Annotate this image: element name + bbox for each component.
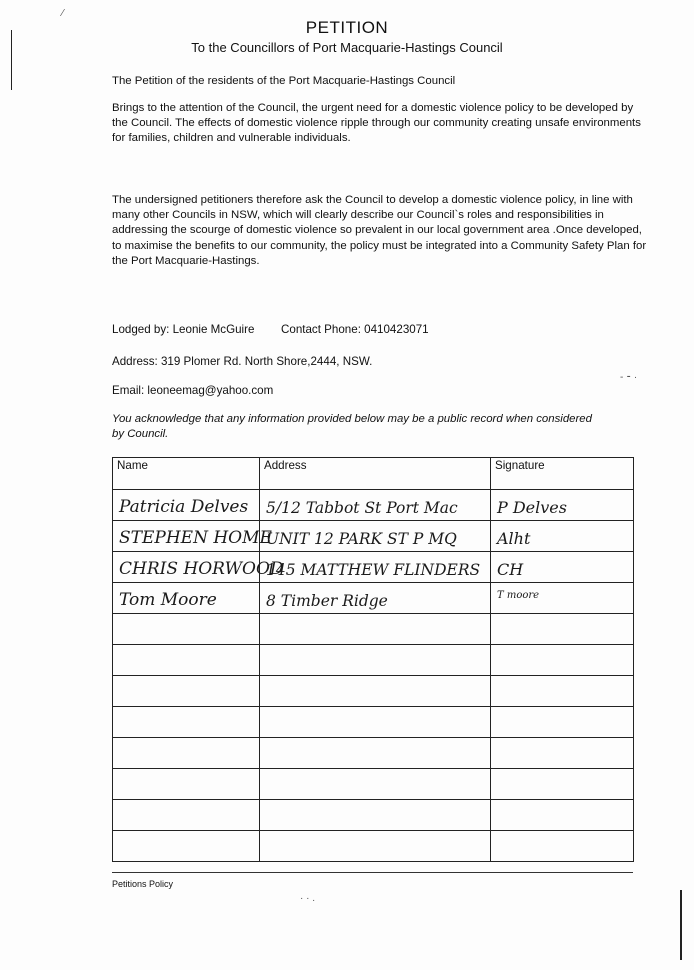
signer-address: 8 Timber Ridge (266, 592, 388, 610)
petition-concern: Brings to the attention of the Council, the urgent need for a domestic violence policy to be developed by the Council. The effects of domestic violence ripple through our community creating unsafe environments for families, children and vulnerable individuals. (112, 102, 641, 145)
signer-name-cell (113, 769, 260, 800)
signer-name: STEPHEN HOME (119, 528, 272, 548)
signer-name-cell (113, 521, 272, 552)
signer-name-cell (113, 800, 260, 831)
signer-signature-cell (491, 769, 634, 800)
table-row (113, 800, 634, 831)
signer-signature: T moore (497, 590, 540, 601)
table-row (113, 552, 634, 583)
signer-address-cell (260, 521, 491, 552)
signer-name-cell (113, 583, 260, 614)
signer-name-cell (113, 707, 260, 738)
table-row (113, 521, 634, 552)
signer-address-cell (260, 552, 491, 583)
scan-speck: - ⁃ · (620, 372, 638, 383)
contact-address: Address: 319 Plomer Rd. North Shore,2444, NSW. (112, 355, 373, 368)
table-row (113, 490, 634, 521)
signer-signature-cell (491, 676, 634, 707)
signer-name-cell (113, 645, 260, 676)
signer-address-cell (260, 800, 491, 831)
signer-signature-cell (491, 645, 634, 676)
signer-signature-cell (491, 831, 634, 862)
signer-name: Patricia Delves (119, 497, 249, 517)
signer-signature: Alht (497, 529, 531, 548)
signer-signature-cell (491, 490, 634, 521)
signer-signature-cell (491, 614, 634, 645)
signer-name-cell (113, 552, 284, 583)
contact-phone: Contact Phone: 0410423071 (281, 323, 429, 336)
signer-address: 145 MATTHEW FLINDERS (266, 561, 481, 579)
scan-edge-mark (680, 890, 682, 960)
signer-name-cell (113, 676, 260, 707)
contact-email: Email: leoneemag@yahoo.com (112, 384, 274, 397)
public-record-notice: You acknowledge that any information provided below may be a public record when considered by Council. (112, 413, 592, 440)
signer-address-cell (260, 614, 491, 645)
scan-speck: · · . (300, 893, 315, 904)
signer-name: CHRIS HORWOOD (119, 559, 284, 579)
petition-title: PETITION (305, 18, 389, 37)
column-header-name: Name (113, 458, 260, 490)
table-row (113, 738, 634, 769)
table-header-row (113, 458, 634, 490)
signer-signature: CH (497, 560, 524, 579)
signer-name-cell (113, 614, 260, 645)
signer-address-cell (260, 490, 491, 521)
signer-address-cell (260, 707, 491, 738)
signer-signature: P Delves (497, 498, 567, 517)
signer-address: UNIT 12 PARK ST P MQ (266, 530, 457, 548)
petition-request: The undersigned petitioners therefore ask the Council to develop a domestic violence policy, in line with many other Councils in NSW, which will clearly describe our Council`s roles and responsibilities in addressing the scourge of domestic violence so prevalent in our local government area .Once developed, to maximise the benefits to our community, the policy must be integrated into a Community Safety Plan for the Port Macquarie-Hastings. (112, 194, 647, 267)
signer-address: 5/12 Tabbot St Port Mac (266, 499, 458, 517)
signer-address-cell (260, 831, 491, 862)
column-header-address: Address (260, 458, 491, 490)
table-row (113, 769, 634, 800)
signer-name-cell (113, 831, 260, 862)
signer-address-cell (260, 769, 491, 800)
column-header-signature: Signature (491, 458, 634, 490)
scan-speck: ⁄ (62, 8, 64, 19)
signer-name-cell (113, 490, 260, 521)
signer-signature-cell (491, 707, 634, 738)
table-row (113, 583, 634, 614)
petition-intro: The Petition of the residents of the Port Macquarie-Hastings Council (112, 75, 456, 87)
signer-address-cell (260, 583, 491, 614)
table-row (113, 645, 634, 676)
scan-edge-mark (11, 30, 12, 90)
table-row (113, 831, 634, 862)
signer-name: Tom Moore (119, 590, 217, 610)
petition-subtitle: To the Councillors of Port Macquarie-Hastings Council (191, 40, 503, 55)
table-row (113, 676, 634, 707)
table-row (113, 614, 634, 645)
signer-signature-cell (491, 800, 634, 831)
signer-address-cell (260, 645, 491, 676)
signer-signature-cell (491, 583, 634, 614)
signer-address-cell (260, 738, 491, 769)
table-row (113, 707, 634, 738)
signer-signature-cell (491, 521, 634, 552)
signer-signature-cell (491, 738, 634, 769)
signer-name-cell (113, 738, 260, 769)
lodged-by: Lodged by: Leonie McGuire (112, 323, 255, 336)
footer-divider (112, 872, 633, 873)
signature-table (112, 457, 634, 862)
footer-label: Petitions Policy (112, 879, 174, 889)
signer-signature-cell (491, 552, 634, 583)
signer-address-cell (260, 676, 491, 707)
